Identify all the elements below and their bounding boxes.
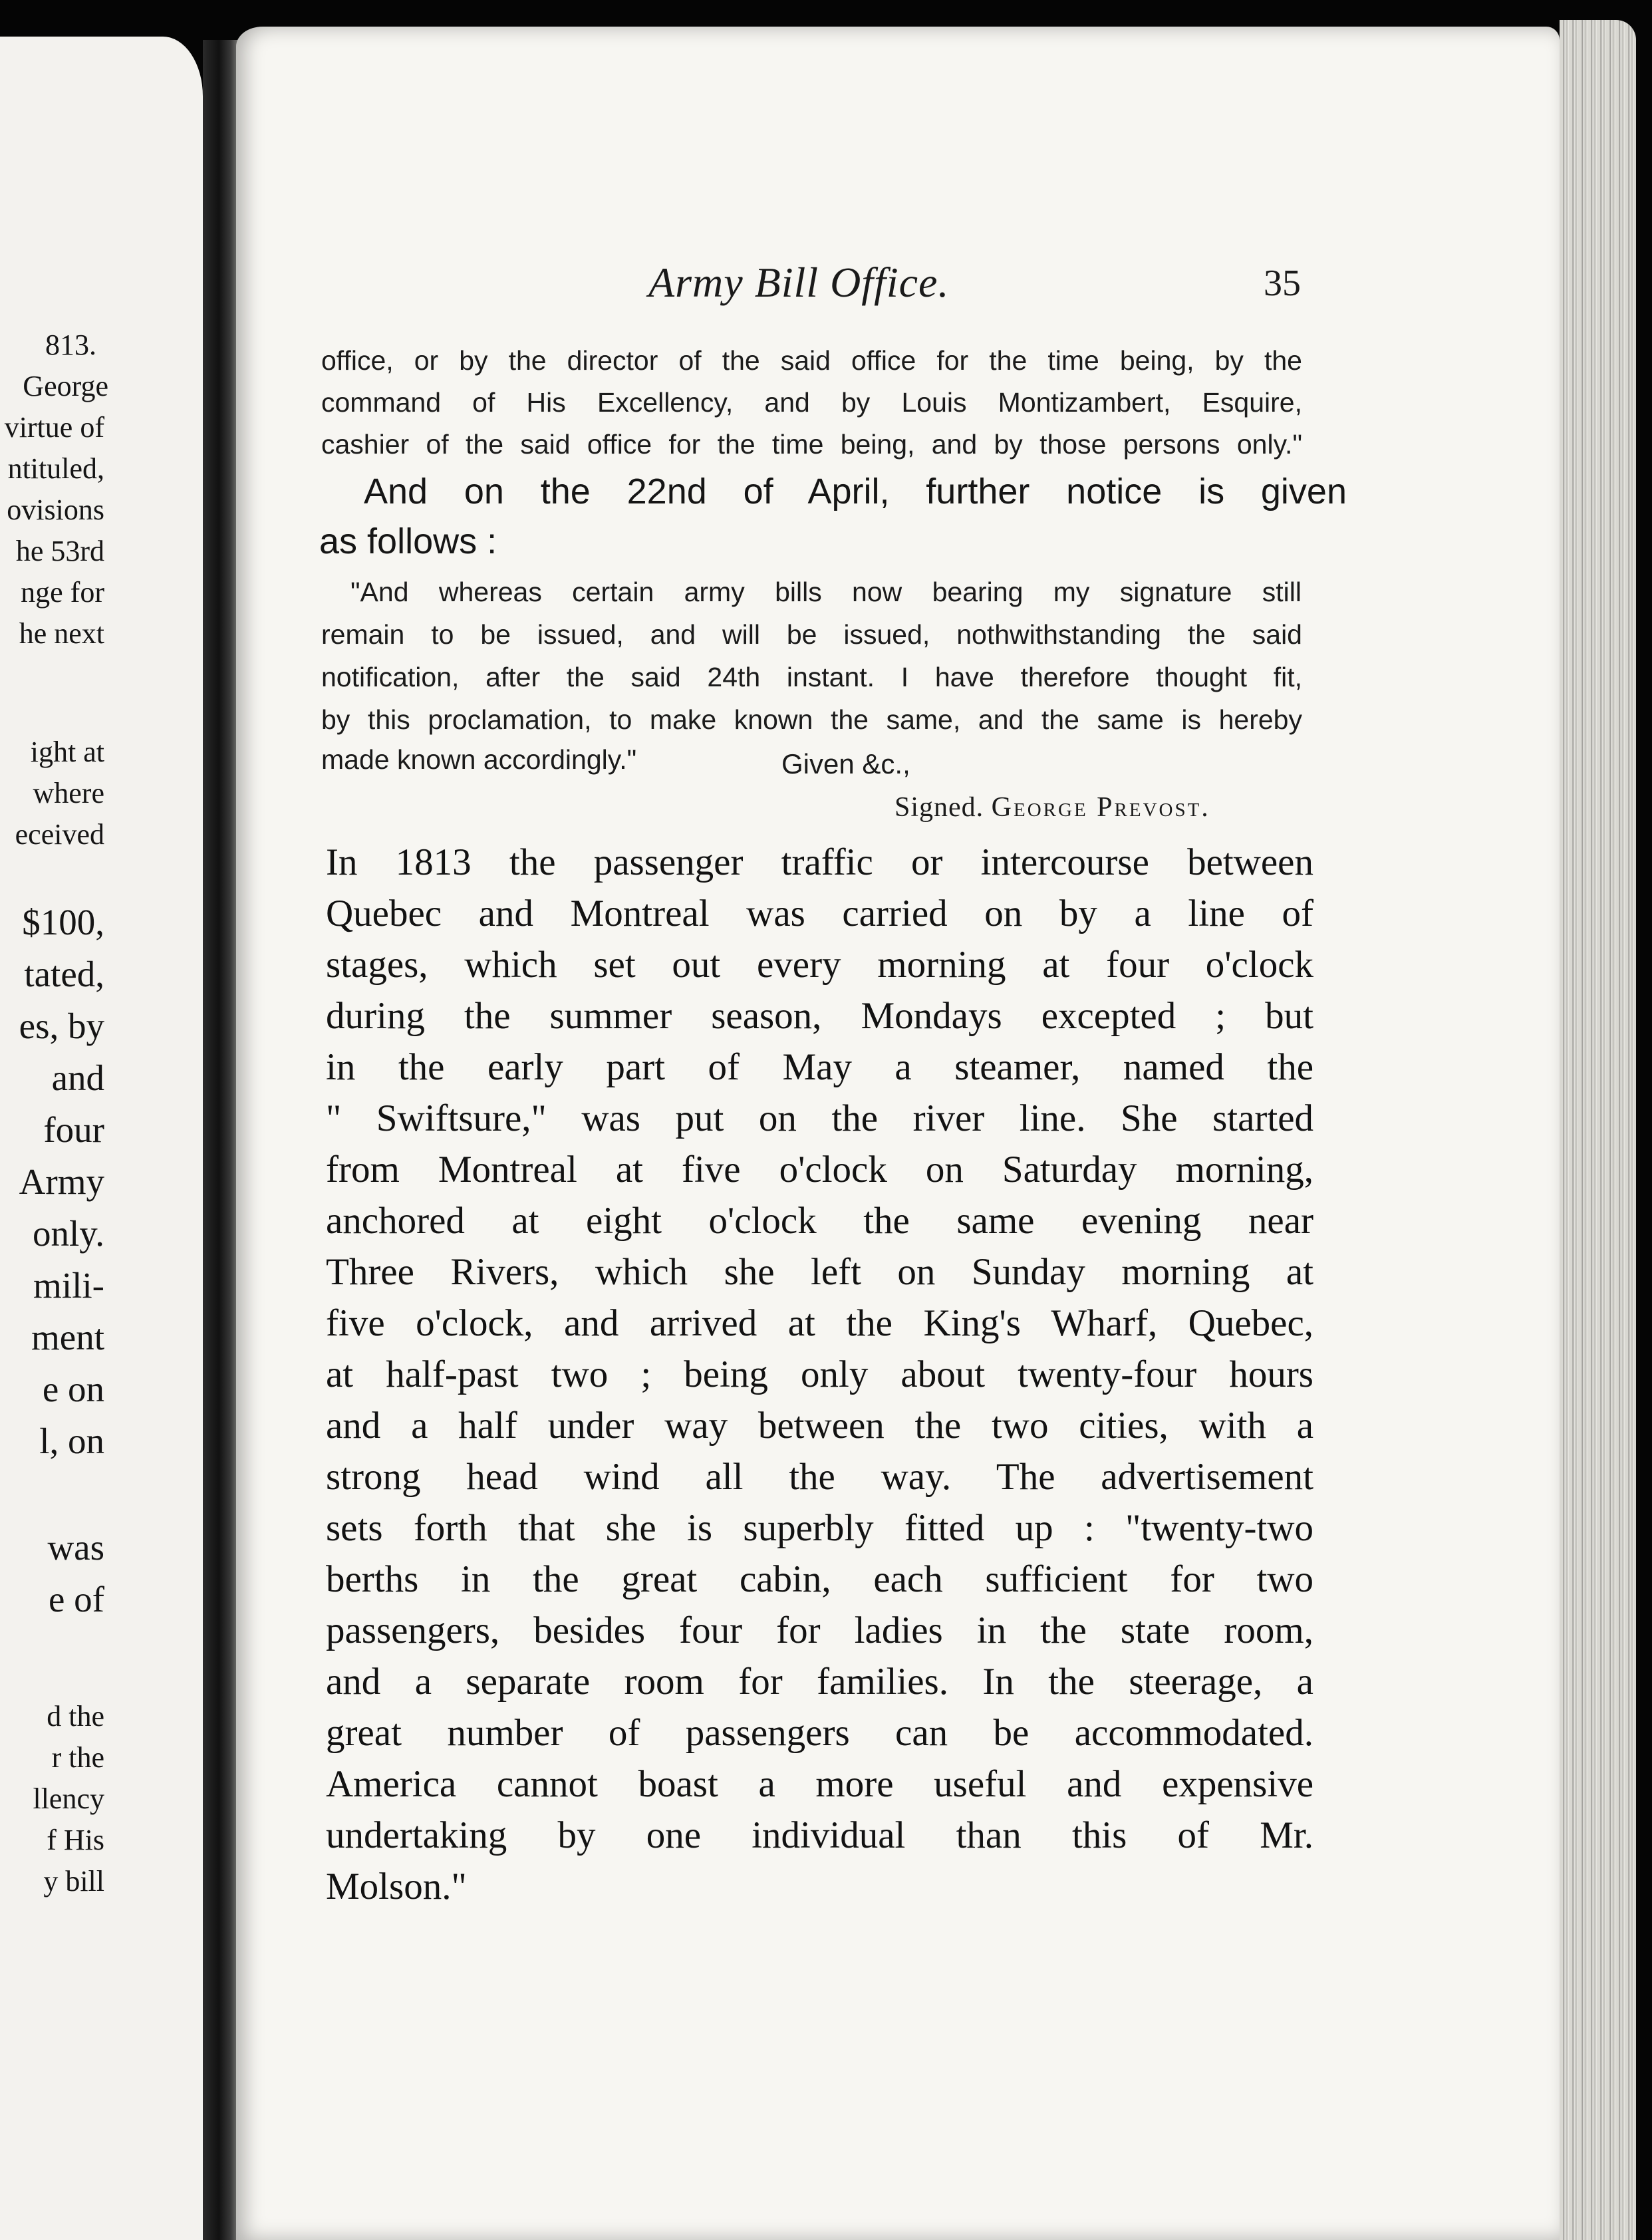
body-line: at half-past two ; being only about twenty-four hours <box>326 1353 1313 1395</box>
body-line: strong head wind all the way. The advertisement <box>326 1456 1313 1498</box>
body-line: from Montreal at five o'clock on Saturday morning, <box>326 1149 1313 1190</box>
body-line: in the early part of May a steamer, named the <box>326 1046 1313 1088</box>
left-page-line: ntituled, <box>7 452 104 485</box>
left-page-line: es, by <box>19 1006 104 1046</box>
left-page-line: tated, <box>24 954 104 994</box>
body-line: and a separate room for families. In the steerage, a <box>326 1661 1313 1703</box>
left-page-line: r the <box>51 1741 104 1774</box>
left-page-line: only. <box>33 1213 104 1254</box>
proclamation-line: made known accordingly." <box>321 744 637 775</box>
left-page-line: ovisions <box>7 493 104 526</box>
given-line: Given &c., <box>781 748 910 779</box>
body-line: Quebec and Montreal was carried on by a line of <box>326 893 1313 934</box>
left-page-line: $100, <box>22 902 104 942</box>
left-page-line: and <box>51 1057 104 1098</box>
left-page-line: where <box>33 777 104 809</box>
left-page-line: ment <box>31 1317 104 1357</box>
body-line: and a half under way between the two cities, with a <box>326 1405 1313 1447</box>
notice-line: as follows : <box>319 521 497 561</box>
left-page-line: ight at <box>30 736 104 768</box>
main-page <box>236 27 1560 2240</box>
left-page-line: e on <box>42 1369 104 1409</box>
body-line: during the summer season, Mondays excepted ; but <box>326 995 1313 1037</box>
body-line: In 1813 the passenger traffic or intercourse between <box>326 841 1313 883</box>
signed-prefix: Signed. <box>895 792 984 823</box>
left-page-line: George <box>23 370 108 402</box>
body-line: America cannot boast a more useful and expensive <box>326 1763 1313 1805</box>
left-page-line: nge for <box>21 576 104 609</box>
signatory-name: George Prevost. <box>991 792 1210 823</box>
body-line: stages, which set out every morning at four o'clock <box>326 944 1313 986</box>
left-page-line: four <box>43 1109 104 1150</box>
page-number: 35 <box>1264 263 1301 304</box>
notice-line: And on the 22nd of April, further notice is given <box>364 472 1347 511</box>
left-page-line: he 53rd <box>15 535 104 567</box>
left-page-line: 813. <box>45 329 96 361</box>
body-line: sets forth that she is superbly fitted up : "twenty-two <box>326 1507 1313 1549</box>
body-line: undertaking by one individual than this of Mr. <box>326 1814 1313 1856</box>
body-line: " Swiftsure," was put on the river line. She started <box>326 1097 1313 1139</box>
proclamation-line: notification, after the said 24th instant. I have therefore thought fit, <box>321 662 1302 692</box>
left-page-line: f His <box>47 1824 104 1856</box>
proclamation-line: remain to be issued, and will be issued, nothwithstanding the said <box>321 619 1302 650</box>
left-page-line: was <box>47 1527 104 1568</box>
left-page-line: llency <box>33 1782 104 1815</box>
left-page-line: Army <box>19 1161 104 1202</box>
left-page-line: l, on <box>39 1421 104 1461</box>
quote-line: office, or by the director of the said office for the time being, by the <box>321 345 1302 376</box>
quote-line: command of His Excellency, and by Louis Montizambert, Esquire, <box>321 387 1302 418</box>
body-line: passengers, besides four for ladies in the state room, <box>326 1610 1313 1651</box>
page-edge-stack <box>1560 20 1636 2240</box>
left-page-line: eceived <box>15 818 104 851</box>
quote-line: cashier of the said office for the time being, and by those persons only." <box>321 429 1302 460</box>
body-line: Three Rivers, which she left on Sunday morning at <box>326 1251 1313 1293</box>
left-facing-page <box>0 37 203 2240</box>
left-page-line: y bill <box>43 1865 104 1897</box>
running-head <box>236 258 1560 318</box>
body-line: great number of passengers can be accommodated. <box>326 1712 1313 1754</box>
body-line: anchored at eight o'clock the same evening near <box>326 1200 1313 1242</box>
proclamation-line: "And whereas certain army bills now bearing my signature still <box>350 577 1302 607</box>
left-page-line: d the <box>47 1700 104 1733</box>
left-page-line: he next <box>19 617 104 650</box>
signature-line <box>895 791 1210 823</box>
body-line: five o'clock, and arrived at the King's Wharf, Quebec, <box>326 1302 1313 1344</box>
left-page-line: virtue of <box>4 411 104 444</box>
left-page-line: e of <box>49 1579 104 1619</box>
body-line: berths in the great cabin, each sufficient for two <box>326 1558 1313 1600</box>
body-line: Molson." <box>326 1866 467 1907</box>
running-title: Army Bill Office. <box>648 259 950 306</box>
proclamation-line: by this proclamation, to make known the same, and the same is hereby <box>321 704 1302 735</box>
left-page-line: mili- <box>33 1265 104 1306</box>
